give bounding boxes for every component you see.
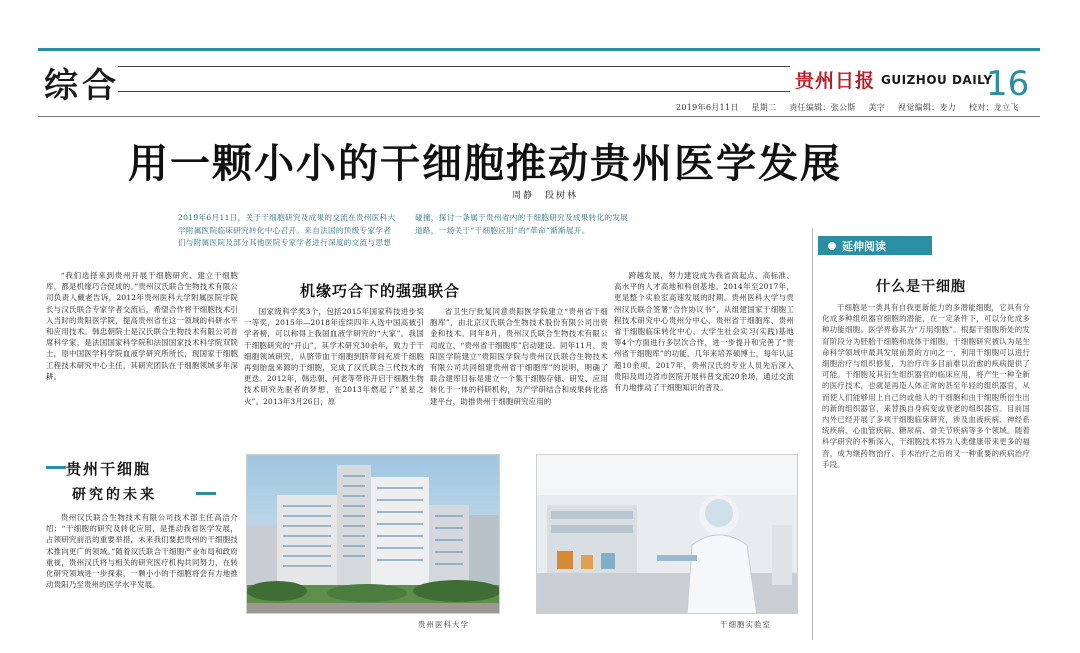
badge-label: 延伸阅读: [842, 239, 886, 253]
column-1-text: “我们选择来到贵州开展干细胞研究、建立干细胞库，都是机缘巧合促成的。”贵州汉氏联合生物技术有限公司负责人戴老告诉，2012年贵州医科大学附属医院学院长与汉氏联合专家学者交流后，希望合作将干细胞技术引入当时的贵阳医学院，提高贵州省在这一领域的科研水平和应用技术。韩忠朝院士是汉氏联合生物技术有限公司首席科学家，是法国国家科学院和法国国家技术科学院双院士，原中国医学科学院血液学研究所所长，现国家干细胞工程技术研究中心主任，其研究团队在干细胞领域多年深耕。: [46, 271, 238, 381]
badge-dot-icon: [828, 242, 836, 250]
headline: 用一颗小小的干细胞推动贵州医学发展: [128, 140, 842, 187]
top-rule: [38, 48, 1040, 51]
section-tag: 综合: [44, 66, 120, 106]
future-heading-line2: 研究的未来: [72, 487, 157, 503]
future-column: [46, 512, 238, 640]
masthead-logo: 贵州日报: [795, 70, 876, 92]
article-column-4: [614, 270, 794, 448]
hospital-building-image: [247, 455, 500, 614]
sidebar-text: 干细胞是一类具有自我更新能力的多潜能细胞，它具有分化成多种组织器官细胞的潜能，在一定条件下，可以分化成多种功能细胞。医学界称其为“万用细胞”。根据干细胞所处的发育阶段分为胚胎干细胞和成体干细胞。干细胞研究被认为是生命科学领域中最具发展前景的方向之一，利用干细胞可以进行细胞治疗与组织修复，为治疗许多目前难以治愈的疾病提供了可能。干细胞及其衍生组织器官的临床应用，将产生一种全新的医疗技术，也就是再造人体正常的甚至年轻的组织器官，从而使人们能够用上自己的或他人的干细胞和由干细胞所衍生出的新的组织器官，来替换自身病变或衰老的组织器官。目前国内外已经开展了多项干细胞临床研究，涉及血液疾病、神经系统疾病、心血管疾病、糖尿病、骨关节疾病等多个领域。随着科学研究的不断深入，干细胞技术将为人类健康带来更多的福音，成为继药物治疗、手术治疗之后的又一种重要的疾病治疗手段。: [822, 303, 1030, 469]
designer: 美字: [868, 103, 886, 112]
sidebar-title: 什么是干细胞: [876, 279, 966, 295]
editor: 责任编辑：张公斯: [789, 103, 856, 112]
weekday: 星期二: [751, 103, 777, 112]
sidebar-divider: [812, 228, 813, 640]
date: 2019年6月11日: [676, 103, 739, 112]
sidebar-body: [822, 302, 1030, 642]
future-deco-right: [196, 492, 216, 495]
visual-editor: 视觉编辑：麦力: [897, 103, 957, 112]
extended-reading-badge: [818, 236, 932, 255]
article-column-3: [430, 306, 608, 446]
future-text: 贵州汉氏联合生物技术有限公司技术部主任高洁介绍：“干细胞的研究及转化应用，是推动我省医学发展，占领研究前沿的重要举措，未来我们要把贵州的干细胞技术推向更广的领域。”随着汉氏联合干细胞产业布局和政府重视，贵州汉氏将与相关的研究医疗机构共同努力，在转化研究领域进一步探索，一颗小小的干细胞将会有力地推动贵阳乃至贵州的医学水平发展。: [46, 513, 238, 590]
column-3-text: 省卫生厅批复同意贵阳医学院建立“贵州省干细胞库”，由北京汉氏联合生物技术股份有限公司出资金和技术。同年8月，贵州汉氏联合生物技术有限公司成立，“贵州省干细胞库”启动建设。同年11月，贵阳医学院建立“贵阳医学院与贵州汉氏联合生物技术有限公司共同组建贵州省干细胞库”的说明，明确了联合建库目标是建立一个集干细胞存储、研发、应用转化于一体的科研机构，为产学研结合和成果转化搭建平台，助推贵州干细胞研究应用的: [430, 307, 608, 406]
subheading: 机缘巧合下的强强联合: [300, 282, 461, 300]
hospital-photo: [246, 454, 500, 614]
header-divider: [38, 116, 1040, 117]
section-band: [118, 66, 790, 92]
proofreader: 校对：龙立飞: [968, 103, 1019, 112]
lab-image: [537, 455, 798, 614]
future-heading: [46, 456, 236, 506]
page-number: 16: [986, 64, 1030, 104]
lab-photo-caption: 干细胞实验室: [720, 620, 771, 629]
lead-paragraph: 2019年6月11日，关于干细胞研究及成果的交流在贵州医科大学附属医院临床研究转化中心召开。来自法国的顶级专家学者们与附属医院及部分其他医院专家学者进行深度的交流与思想碰撞，探讨一条属于贵州省内的干细胞研究及成果转化的发展道路，一场关于“干细胞应用”的“革命”渐渐展开。: [178, 213, 629, 247]
column-2-text: 国家级科学奖3个，包括2015年国家科技进步奖一等奖，2015年—2018年连续四年入选中国高被引学者榜，可以称得上我国血液学研究的“大家”。我国干细胞研究的“开山”，其学术研究30余年，致力于干细胞领域研究，从脐带血干细胞到脐带间充质干细胞再到胎盘来源的干细胞，完成了汉氏联合三代技术的更迭。2012年，韩忠朝、何老等带你开启干细胞生物技术研究先驱者的梦想，在2013年燃起了“星星之火”。2013年3月26日，原: [244, 307, 424, 406]
byline: 周静 段树林: [512, 191, 579, 201]
article-column-1: [46, 270, 238, 440]
masthead-english: GUIZHOU DAILY: [881, 72, 993, 87]
future-deco-left: [46, 466, 66, 469]
future-heading-line1: 贵州干细胞: [66, 460, 152, 478]
column-4-text: 跨越发展，努力建设成为我省高起点、高标准、高水平的人才高地和科创基地。2014年至2017年，更是整个实验室高速发展的时期。贵州医科大学与贵州汉氏联合签署“合作协议书”，从组建国家干细胞工程技术研究中心贵州分中心、贵州省干细胞库、贵州省干细胞临床转化中心、大学生社会实习(实践)基地等4个方面进行多层次合作，进一步提升和完善了“贵州省干细胞库”的功能，几年来培养硕博士，每年认证超10余项。2017年，贵州汉氏的专业人员先后深入贵阳及周边省市医院开展科普交流20余场，通过交流有力地推动了干细胞知识的普及。: [614, 271, 794, 393]
hospital-photo-caption: 贵州医科大学: [418, 620, 469, 629]
article-column-2: [244, 306, 424, 446]
masthead: [795, 66, 993, 93]
lab-photo: [536, 454, 798, 614]
dateline: [676, 102, 1029, 113]
